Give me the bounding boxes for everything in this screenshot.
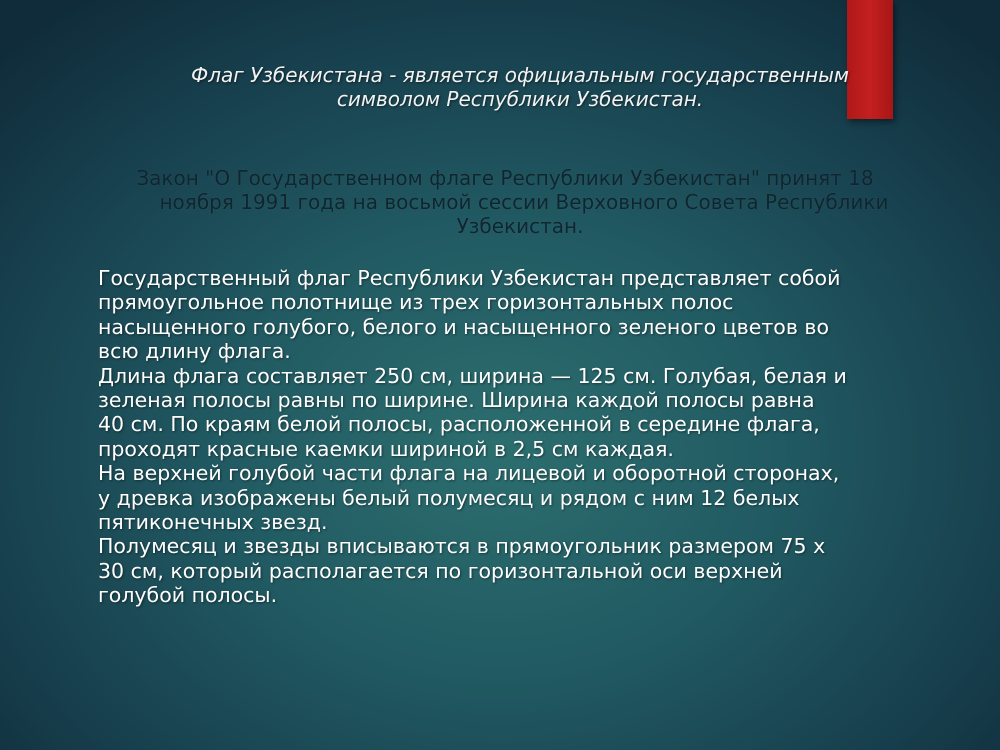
body-line: Полумесяц и звезды вписываются в прямоугольник размером 75 х [98, 534, 826, 559]
body-line: 40 см. По краям белой полосы, расположенной в середине флага, [98, 412, 820, 437]
body-line: прямоугольное полотнище из трех горизонтальных полос [98, 290, 734, 315]
flag-description [98, 266, 968, 608]
law-paragraph [70, 166, 970, 238]
body-line: у древка изображены белый полумесяц и рядом с ним 12 белых [98, 485, 800, 510]
body-line: голубой полосы. [98, 583, 278, 608]
body-line: насыщенного голубого, белого и насыщенного зеленого цветов во [98, 314, 830, 339]
body-line: Длина флага составляет 250 см, ширина — 125 см. Голубая, белая и [98, 363, 847, 388]
subtitle-line: Флаг Узбекистана - является официальным государственным [190, 63, 849, 87]
body-line: пятиконечных звезд. [98, 510, 328, 535]
law-line: Закон "О Государственном флаге Республики Узбекистан" принят 18 [136, 166, 874, 190]
body-line: 30 см, который располагается по горизонтальной оси верхней [98, 558, 783, 583]
body-line: Государственный флаг Республики Узбекистан представляет собой [98, 266, 841, 290]
body-line: На верхней голубой части флага на лицевой и оборотной сторонах, [98, 461, 840, 486]
slide-subtitle [100, 63, 940, 111]
subtitle-line: символом Республики Узбекистан. [336, 87, 704, 111]
body-line: всю длину флага. [98, 339, 291, 364]
law-line: ноября 1991 года на восьмой сессии Верховного Совета Республики [159, 190, 889, 214]
law-line: Узбекистан. [456, 214, 584, 238]
body-line: зеленая полосы равны по ширине. Ширина каждой полосы равна [98, 388, 815, 413]
body-line: проходят красные каемки шириной в 2,5 см каждая. [98, 436, 674, 461]
